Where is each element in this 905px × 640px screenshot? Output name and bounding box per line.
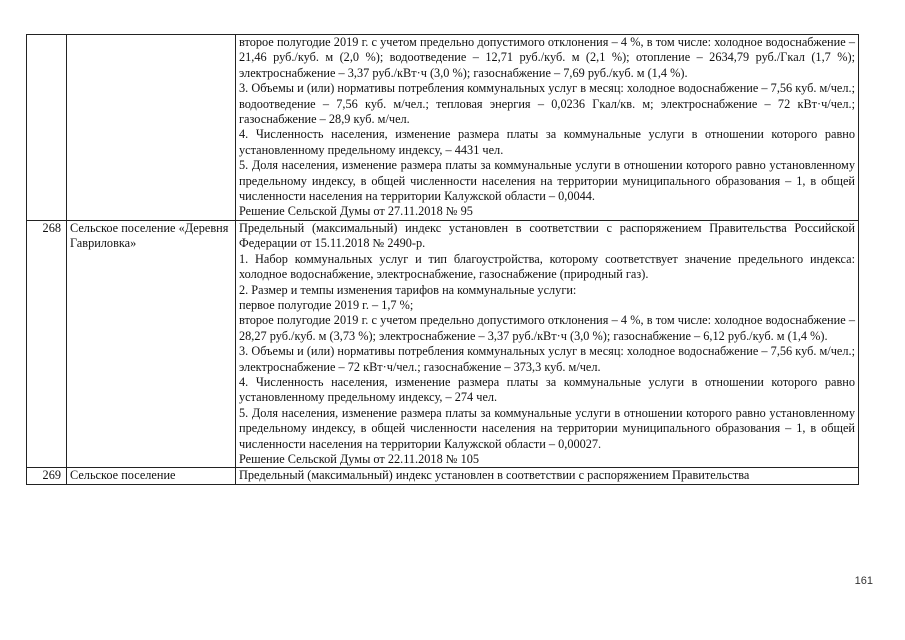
table-row bbox=[27, 35, 859, 221]
paragraph: Предельный (максимальный) индекс установлен в соответствии с распоряжением Правительства bbox=[239, 468, 750, 483]
municipal-index-table bbox=[26, 34, 859, 485]
paragraph: 4. Численность населения, изменение размера платы за коммунальные услуги в отношении которого равно установленному предельному индексу, – 274 чел. bbox=[239, 374, 855, 405]
table-row bbox=[27, 468, 859, 484]
paragraph: второе полугодие 2019 г. с учетом предельно допустимого отклонения – 4 %, в том числе: холодное водоснабжение – 28,27 руб./куб. м (3,73 %); электроснабжение – 3,37 руб./кВт·ч (3,0 %); газоснабжение – 6,12 руб./куб. м (1,4 %). bbox=[239, 313, 855, 343]
paragraph: 1. Набор коммунальных услуг и тип благоустройства, которому соответствует значение предельного индекса: холодное водоснабжение, электроснабжение, газоснабжение (природный газ). bbox=[239, 251, 855, 282]
paragraph: 5. Доля населения, изменение размера платы за коммунальные услуги в отношении которого равно установленному предельному индексу, в общей численности населения на территории муниципального образования – 1, в общей численности населения на территории Калужской области – 0,0044. bbox=[239, 158, 855, 204]
municipality-name: Сельское поселение «Деревня Гавриловка» bbox=[67, 220, 236, 468]
row-number: 269 bbox=[27, 468, 67, 484]
paragraph: 4. Численность населения, изменение размера платы за коммунальные услуги в отношении которого равно установленному предельному индексу, – 4431 чел. bbox=[239, 127, 855, 157]
paragraph: Предельный (максимальный) индекс установлен в соответствии с распоряжением Правительства Российской Федерации от 15.11.2018 № 2490-р. bbox=[239, 220, 855, 251]
decision-reference: Решение Сельской Думы от 27.11.2018 № 95 bbox=[239, 204, 473, 219]
table-row bbox=[27, 220, 859, 468]
row-description bbox=[236, 220, 859, 468]
municipality-name: Сельское поселение bbox=[67, 468, 236, 484]
row-description bbox=[236, 468, 859, 484]
municipality-name bbox=[67, 35, 236, 221]
paragraph: 5. Доля населения, изменение размера платы за коммунальные услуги в отношении которого равно установленному предельному индексу, в общей численности населения на территории муниципального образования – 1, в общей численности населения на территории Калужской области – 0,00027. bbox=[239, 405, 855, 451]
paragraph: 3. Объемы и (или) нормативы потребления коммунальных услуг в месяц: холодное водоснабжение – 7,56 куб. м/чел.; водоотведение – 7,56 куб. м/чел.; тепловая энергия – 0,0236 Гкал/кв. м; электроснабжение – 72 кВт·ч/чел.; газоснабжение – 28,9 куб. м/чел. bbox=[239, 81, 855, 127]
row-number: 268 bbox=[27, 220, 67, 468]
row-description bbox=[236, 35, 859, 221]
row-number bbox=[27, 35, 67, 221]
decision-reference: Решение Сельской Думы от 22.11.2018 № 105 bbox=[239, 451, 480, 466]
paragraph: 3. Объемы и (или) нормативы потребления коммунальных услуг в месяц: холодное водоснабжение – 7,56 куб. м/чел.; электроснабжение – 72 кВт·ч/чел.; газоснабжение – 373,3 куб. м/чел. bbox=[239, 344, 855, 374]
page-number: 161 bbox=[854, 575, 873, 587]
paragraph: первое полугодие 2019 г. – 1,7 %; bbox=[239, 297, 414, 312]
paragraph: второе полугодие 2019 г. с учетом предельно допустимого отклонения – 4 %, в том числе: холодное водоснабжение – 21,46 руб./куб. м (2,0 %); водоотведение – 12,71 руб./куб. м (2,1 %); отопление – 2634,79 руб./Гкал (1,7 %); электроснабжение – 3,37 руб./кВт·ч (3,0 %); газоснабжение – 7,69 руб./куб. м (1,4 %). bbox=[239, 35, 855, 80]
paragraph: 2. Размер и темпы изменения тарифов на коммунальные услуги: bbox=[239, 282, 577, 297]
